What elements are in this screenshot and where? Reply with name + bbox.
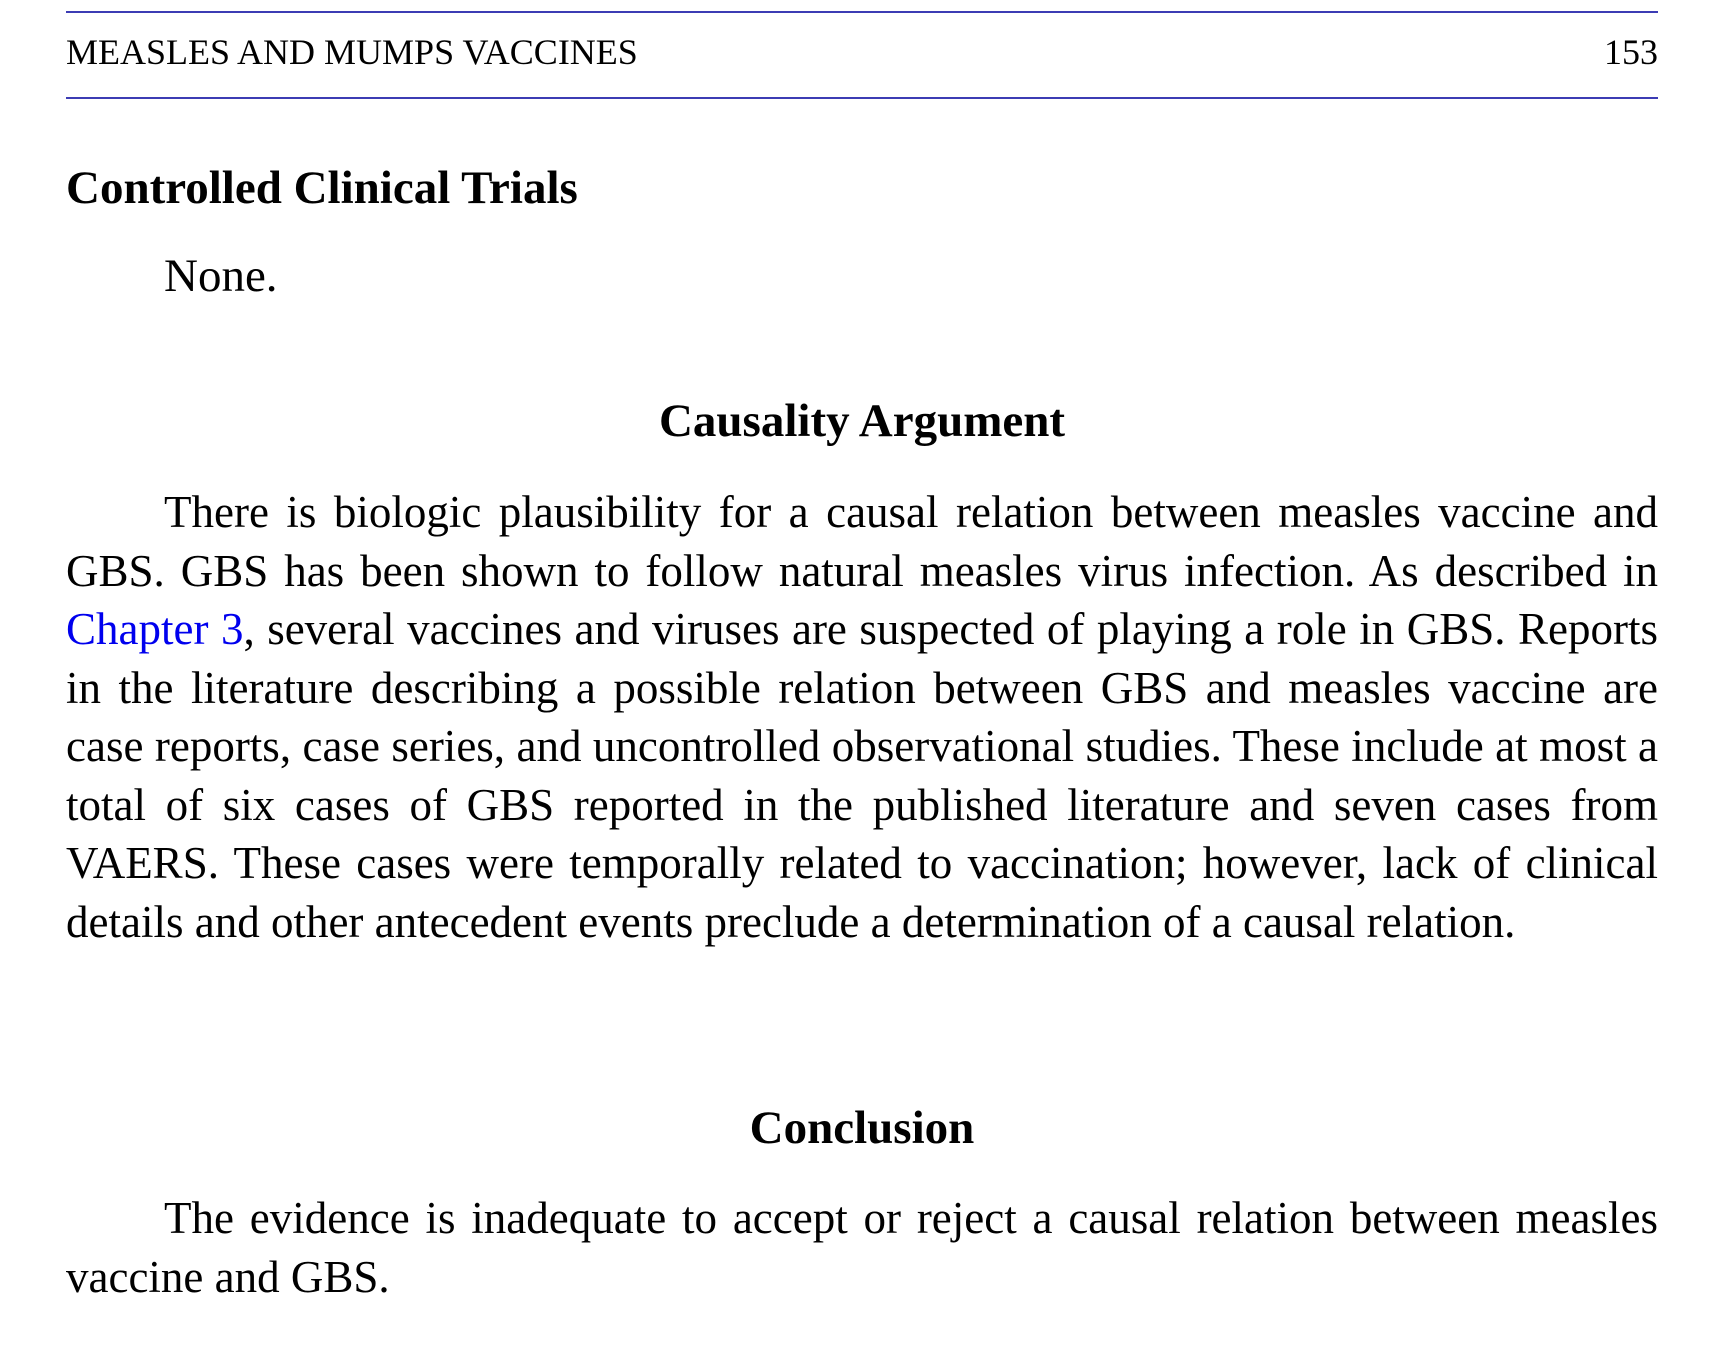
controlled-clinical-trials-text: None.: [164, 250, 278, 302]
running-head-title: MEASLES AND MUMPS VACCINES: [66, 32, 638, 72]
page-number: 153: [1604, 32, 1658, 72]
conclusion-paragraph: The evidence is inadequate to accept or reject a causal relation between measles vaccine and GBS.: [66, 1193, 1658, 1302]
causality-argument-paragraph: [66, 483, 1658, 951]
header-bottom-rule: [66, 97, 1658, 99]
controlled-clinical-trials-heading: Controlled Clinical Trials: [66, 162, 578, 214]
header-top-rule: [66, 11, 1658, 13]
causality-text-part-2: , several vaccines and viruses are suspected of playing a role in GBS. Reports in the literature describing a possible relation between GBS and measles vaccine are case reports, case series, and uncontrolled observational studies. These include at most a total of six cases of GBS reported in the published literature and seven cases from VAERS. These cases were temporally related to vaccination; however, lack of clinical details and other antecedent events preclude a determination of a causal relation.: [66, 604, 1658, 947]
conclusion-heading: Conclusion: [749, 1102, 975, 1154]
running-head: [66, 30, 1658, 74]
chapter-3-link[interactable]: Chapter 3: [66, 604, 244, 654]
causality-argument-heading: Causality Argument: [658, 395, 1066, 447]
causality-text-part-1: There is biologic plausibility for a causal relation between measles vaccine and GBS. GBS has been shown to follow natural measles virus infection. As described in: [66, 487, 1658, 596]
